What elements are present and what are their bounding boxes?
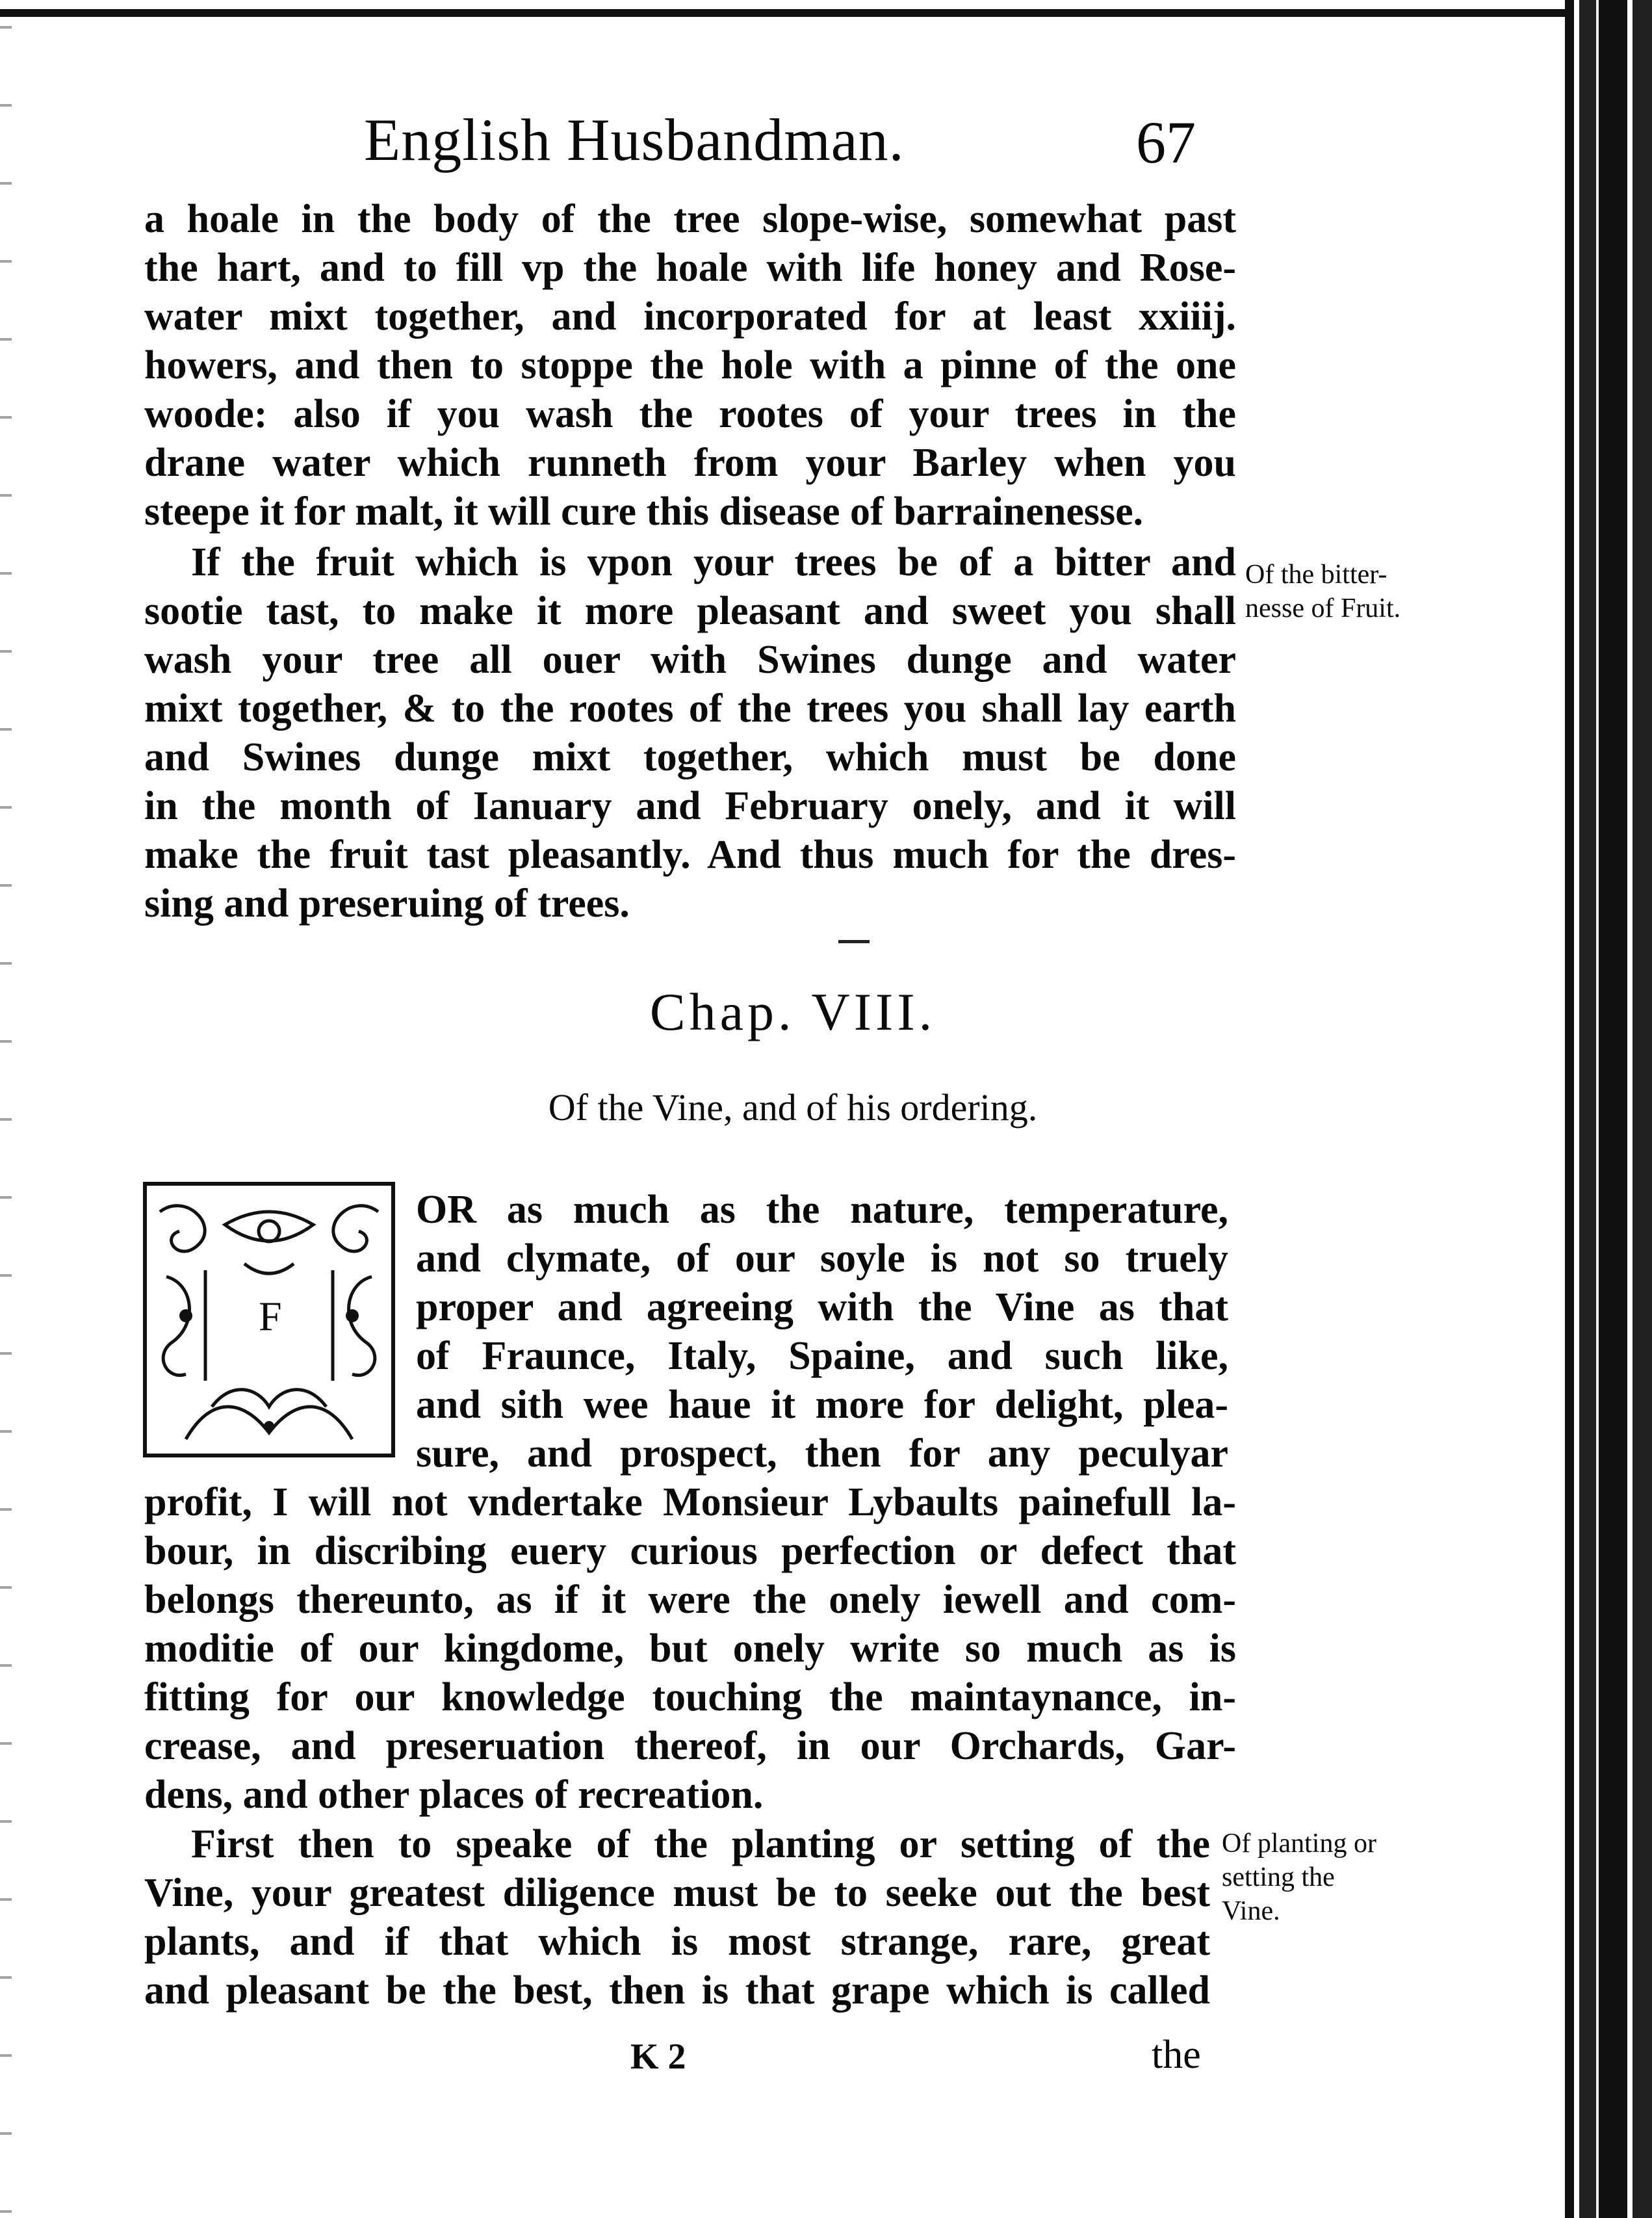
paragraph-1 — [144, 195, 1236, 536]
text-line: water mixt together, and incorporated for at least xxiiij. — [144, 294, 1236, 339]
text-line: Vine, your greatest diligence must be to seeke out the best — [144, 1871, 1210, 1915]
chapter-subtitle: Of the Vine, and of his ordering. — [548, 1086, 1038, 1129]
chapter-heading: Chap. VIII. — [649, 982, 936, 1041]
paragraph-4 — [144, 1820, 1210, 2015]
margin-note-line: nesse of Fruit. — [1245, 594, 1401, 623]
initial-letter: F — [251, 1290, 290, 1343]
text-line: profit, I will not vndertake Monsieur Lybaults painefull la- — [144, 1480, 1236, 1524]
text-line: and clymate, of our soyle is not so truely — [416, 1236, 1228, 1281]
margin-note-line: Of planting or — [1222, 1829, 1376, 1859]
catchword: the — [1152, 2033, 1201, 2077]
signature-mark: K 2 — [630, 2037, 686, 2077]
text-line: woode: also if you wash the rootes of your trees in the — [144, 392, 1236, 436]
text-line: wash your tree all ouer with Swines dunge and water — [144, 638, 1236, 682]
text-line: OR as much as the nature, temperature, — [416, 1188, 1228, 1232]
text-line: and sith wee haue it more for delight, plea- — [416, 1383, 1228, 1427]
text-line: moditie of our kingdome, but onely write so much as is — [144, 1626, 1236, 1671]
running-head: English Husbandman. — [364, 107, 905, 173]
text-line: howers, and then to stoppe the hole with a pinne of the one — [144, 343, 1236, 387]
text-line: mixt together, & to the rootes of the trees you shall lay earth — [144, 686, 1236, 731]
top-border-rule — [0, 9, 1586, 17]
text-line: in the month of Ianuary and February onely, and it will — [144, 784, 1236, 828]
text-line: First then to speake of the planting or setting of the — [191, 1822, 1210, 1866]
margin-note-line: Vine. — [1222, 1896, 1280, 1926]
margin-note-line: setting the — [1222, 1862, 1335, 1892]
page-header — [364, 105, 1248, 177]
text-line: crease, and preseruation thereof, in our Orchards, Gar- — [144, 1724, 1236, 1768]
text-line: plants, and if that which is most strange, rare, great — [144, 1920, 1210, 1964]
text-line: and Swines dunge mixt together, which must be done — [144, 735, 1236, 779]
text-line: steepe it for malt, it will cure this disease of barrainenesse. — [144, 489, 1144, 534]
text-line: drane water which runneth from your Barley when you — [144, 441, 1236, 485]
text-line: the hart, and to fill vp the hoale with life honey and Rose- — [144, 246, 1236, 290]
margin-note-line: Of the bitter- — [1245, 560, 1387, 590]
stray-mark — [838, 940, 870, 943]
text-line: sootie tast, to make it more pleasant and sweet you shall — [144, 589, 1236, 633]
text-line: sure, and prospect, then for any peculyar — [416, 1431, 1228, 1476]
text-line: and pleasant be the best, then is that grape which is called — [144, 1968, 1210, 2013]
dropcap-paragraph — [416, 1186, 1228, 1478]
page-number: 67 — [1136, 109, 1196, 176]
text-line: belongs thereunto, as if it were the onely iewell and com- — [144, 1578, 1236, 1622]
text-line: proper and agreeing with the Vine as that — [416, 1285, 1228, 1329]
text-line: fitting for our knowledge touching the maintaynance, in- — [144, 1675, 1236, 1719]
text-line: a hoale in the body of the tree slope-wise, somewhat past — [144, 197, 1236, 241]
paragraph-2 — [144, 538, 1236, 928]
text-line: make the fruit tast pleasantly. And thus much for the dres- — [144, 833, 1236, 877]
paragraph-3 — [144, 1478, 1236, 1820]
text-line: sing and preseruing of trees. — [144, 881, 630, 926]
text-line: If the fruit which is vpon your trees be of a bitter and — [191, 540, 1236, 584]
margin-note-bitterness — [1245, 558, 1460, 625]
margin-note-planting — [1222, 1827, 1436, 1928]
text-line: bour, in discribing euery curious perfection or defect that — [144, 1529, 1236, 1573]
text-line: dens, and other places of recreation. — [144, 1773, 764, 1817]
text-line: of Fraunce, Italy, Spaine, and such like, — [416, 1334, 1228, 1378]
decorated-initial — [143, 1182, 395, 1457]
